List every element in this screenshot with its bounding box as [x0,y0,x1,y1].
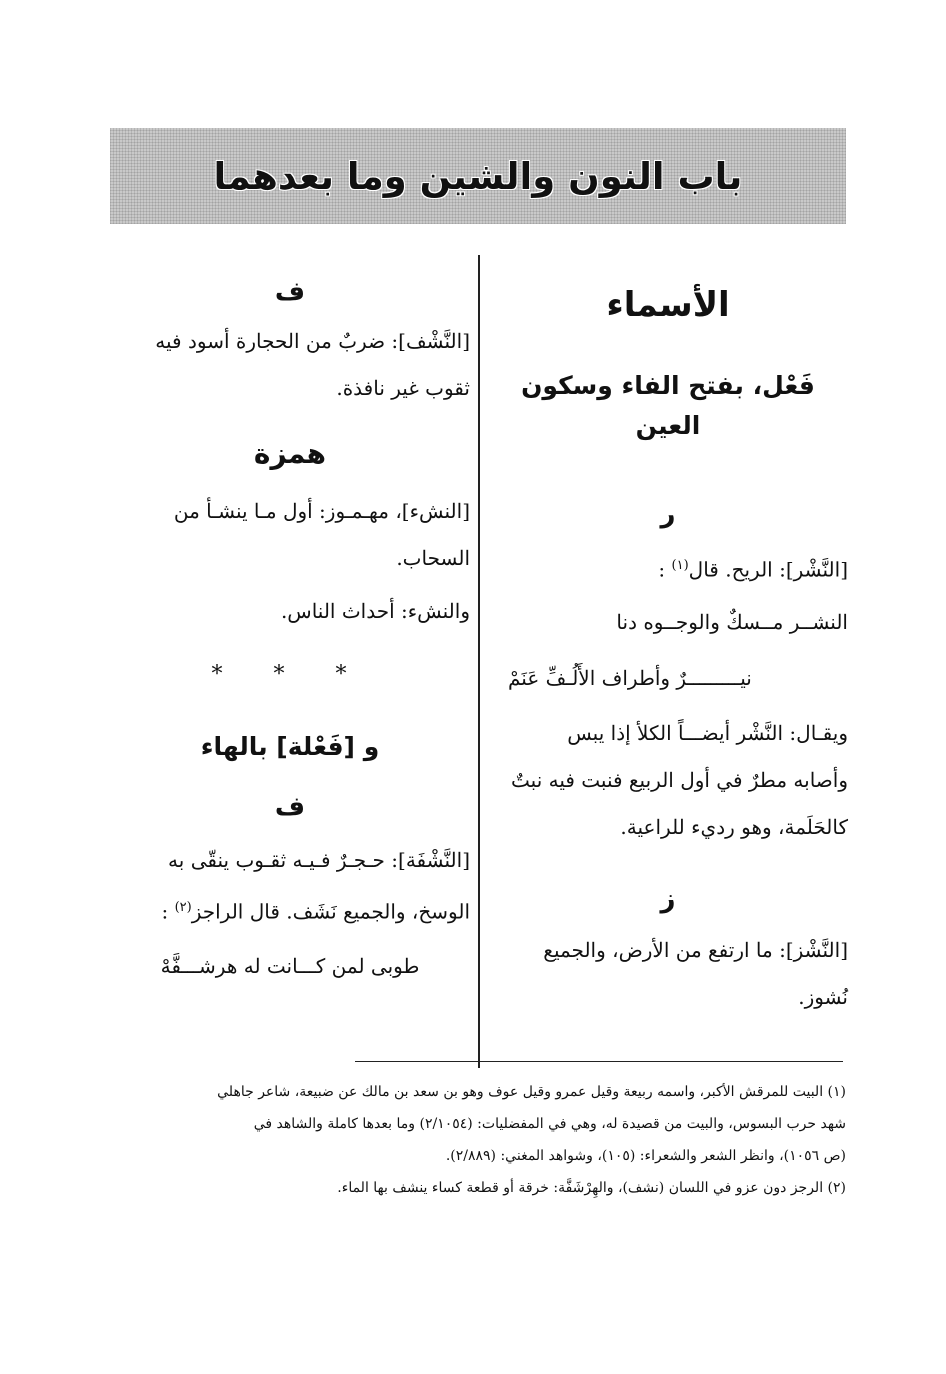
chapter-title: باب النون والشين وما بعدهما [213,154,743,198]
letter-heading-zay: ز [660,883,676,914]
pattern-title: فَعْل، بفتح الفاء وسكون العين [521,371,815,440]
footnote-1-line3: (ص ١٠٥٦)، وانظر الشعر والشعراء: (١٠٥)، وشواهد المغني: (٢/٨٨٩). [445,1148,846,1164]
footnote-ref-2: (٢) [174,900,192,915]
faala-heading: و [فَعْلة] بالهاء [200,732,380,761]
entry-nashfa-colon: : [161,899,169,924]
entry-nashfa-line2 [110,884,470,936]
right-column [488,280,848,1021]
entry-nashr-colon: : [658,557,666,582]
left-column [110,274,470,994]
entry-nash-line1: [النشء]، مهـمـوز: أول مـا ينشـأ من [173,499,470,523]
footnote-rule [355,1061,843,1062]
entry-nash-2: والنشء: أحداث الناس. [280,599,470,623]
hamza-heading: همزة [253,437,327,470]
entry-nashz-line2: نُشوز. [798,984,848,1009]
footnote-1-line1: (١) البيت للمرقش الأكبر، واسمه ربيعة وقيل عمرو وقيل عوف وهو بن سعد بن مالك عن ضبيعة، شاعر جاهلي [217,1084,846,1100]
entry-nashf-line2: ثقوب غير نافذة. [336,376,470,400]
entry-nashr-text: [النَّشْر]: الريح. قال [688,557,848,582]
entry-nash-line2: السحاب. [396,546,470,570]
entry-nashfa-line2-text: الوسخ، والجميع نَشَف. قال الراجز [191,899,470,924]
letter-heading-fa-2: ف [274,792,306,822]
verse-line-1: النشــر مــسكٌ والوجــوه دنا [616,609,848,634]
chapter-banner [110,128,846,224]
entry-nashr-2-line3: كالحَلَمة، وهو رديء للراعية. [620,814,848,839]
verse-rajaz: طوبى لمن كـــانت له هرشـــفَّهْ [160,953,420,978]
letter-heading-fa-1: ف [274,277,306,307]
entry-nashr-2-line2: وأصابه مطرٌ في أول الربيع فنبت فيه نبتٌ [511,767,848,792]
footnote-ref-1: (١) [671,558,689,573]
entry-nashr-2-line1: ويقـال: النَّشْر أيضـــاً الكلأ إذا يبس [567,720,848,745]
column-divider [478,255,480,1068]
letter-heading-ra: ر [660,499,676,529]
footnote-2: (٢) الرجز دون عزو في اللسان (نشف)، والهِرْشَفَّة: خرقة أو قطعة كساء ينشف بها الماء. [337,1180,846,1196]
entry-nashf-line1: [النَّشْف]: ضربٌ من الحجارة أسود فيه [155,329,470,353]
section-title: الأسماء [606,285,730,325]
footnote-1-line2: شهد حرب البسوس، والبيت من قصيدة له، وهي في المفضليات: (٢/١٠٥٤) وما بعدها كاملة والشاهد في [253,1116,846,1132]
section-separator-stars: * * * [211,662,369,687]
footnotes [110,1076,846,1204]
entry-nashr [488,542,848,594]
entry-nashz-line1: [النَّشْز]: ما ارتفع من الأرض، والجميع [543,937,848,962]
verse-line-2: نيـــــــــرٌ وأطراف الأَلُـفِّ عَنَمْ [508,665,752,690]
entry-nashfa-line1: [النَّشْفَة]: حـجـرٌ فـيـه ثقـوب ينقّى به [168,848,470,872]
